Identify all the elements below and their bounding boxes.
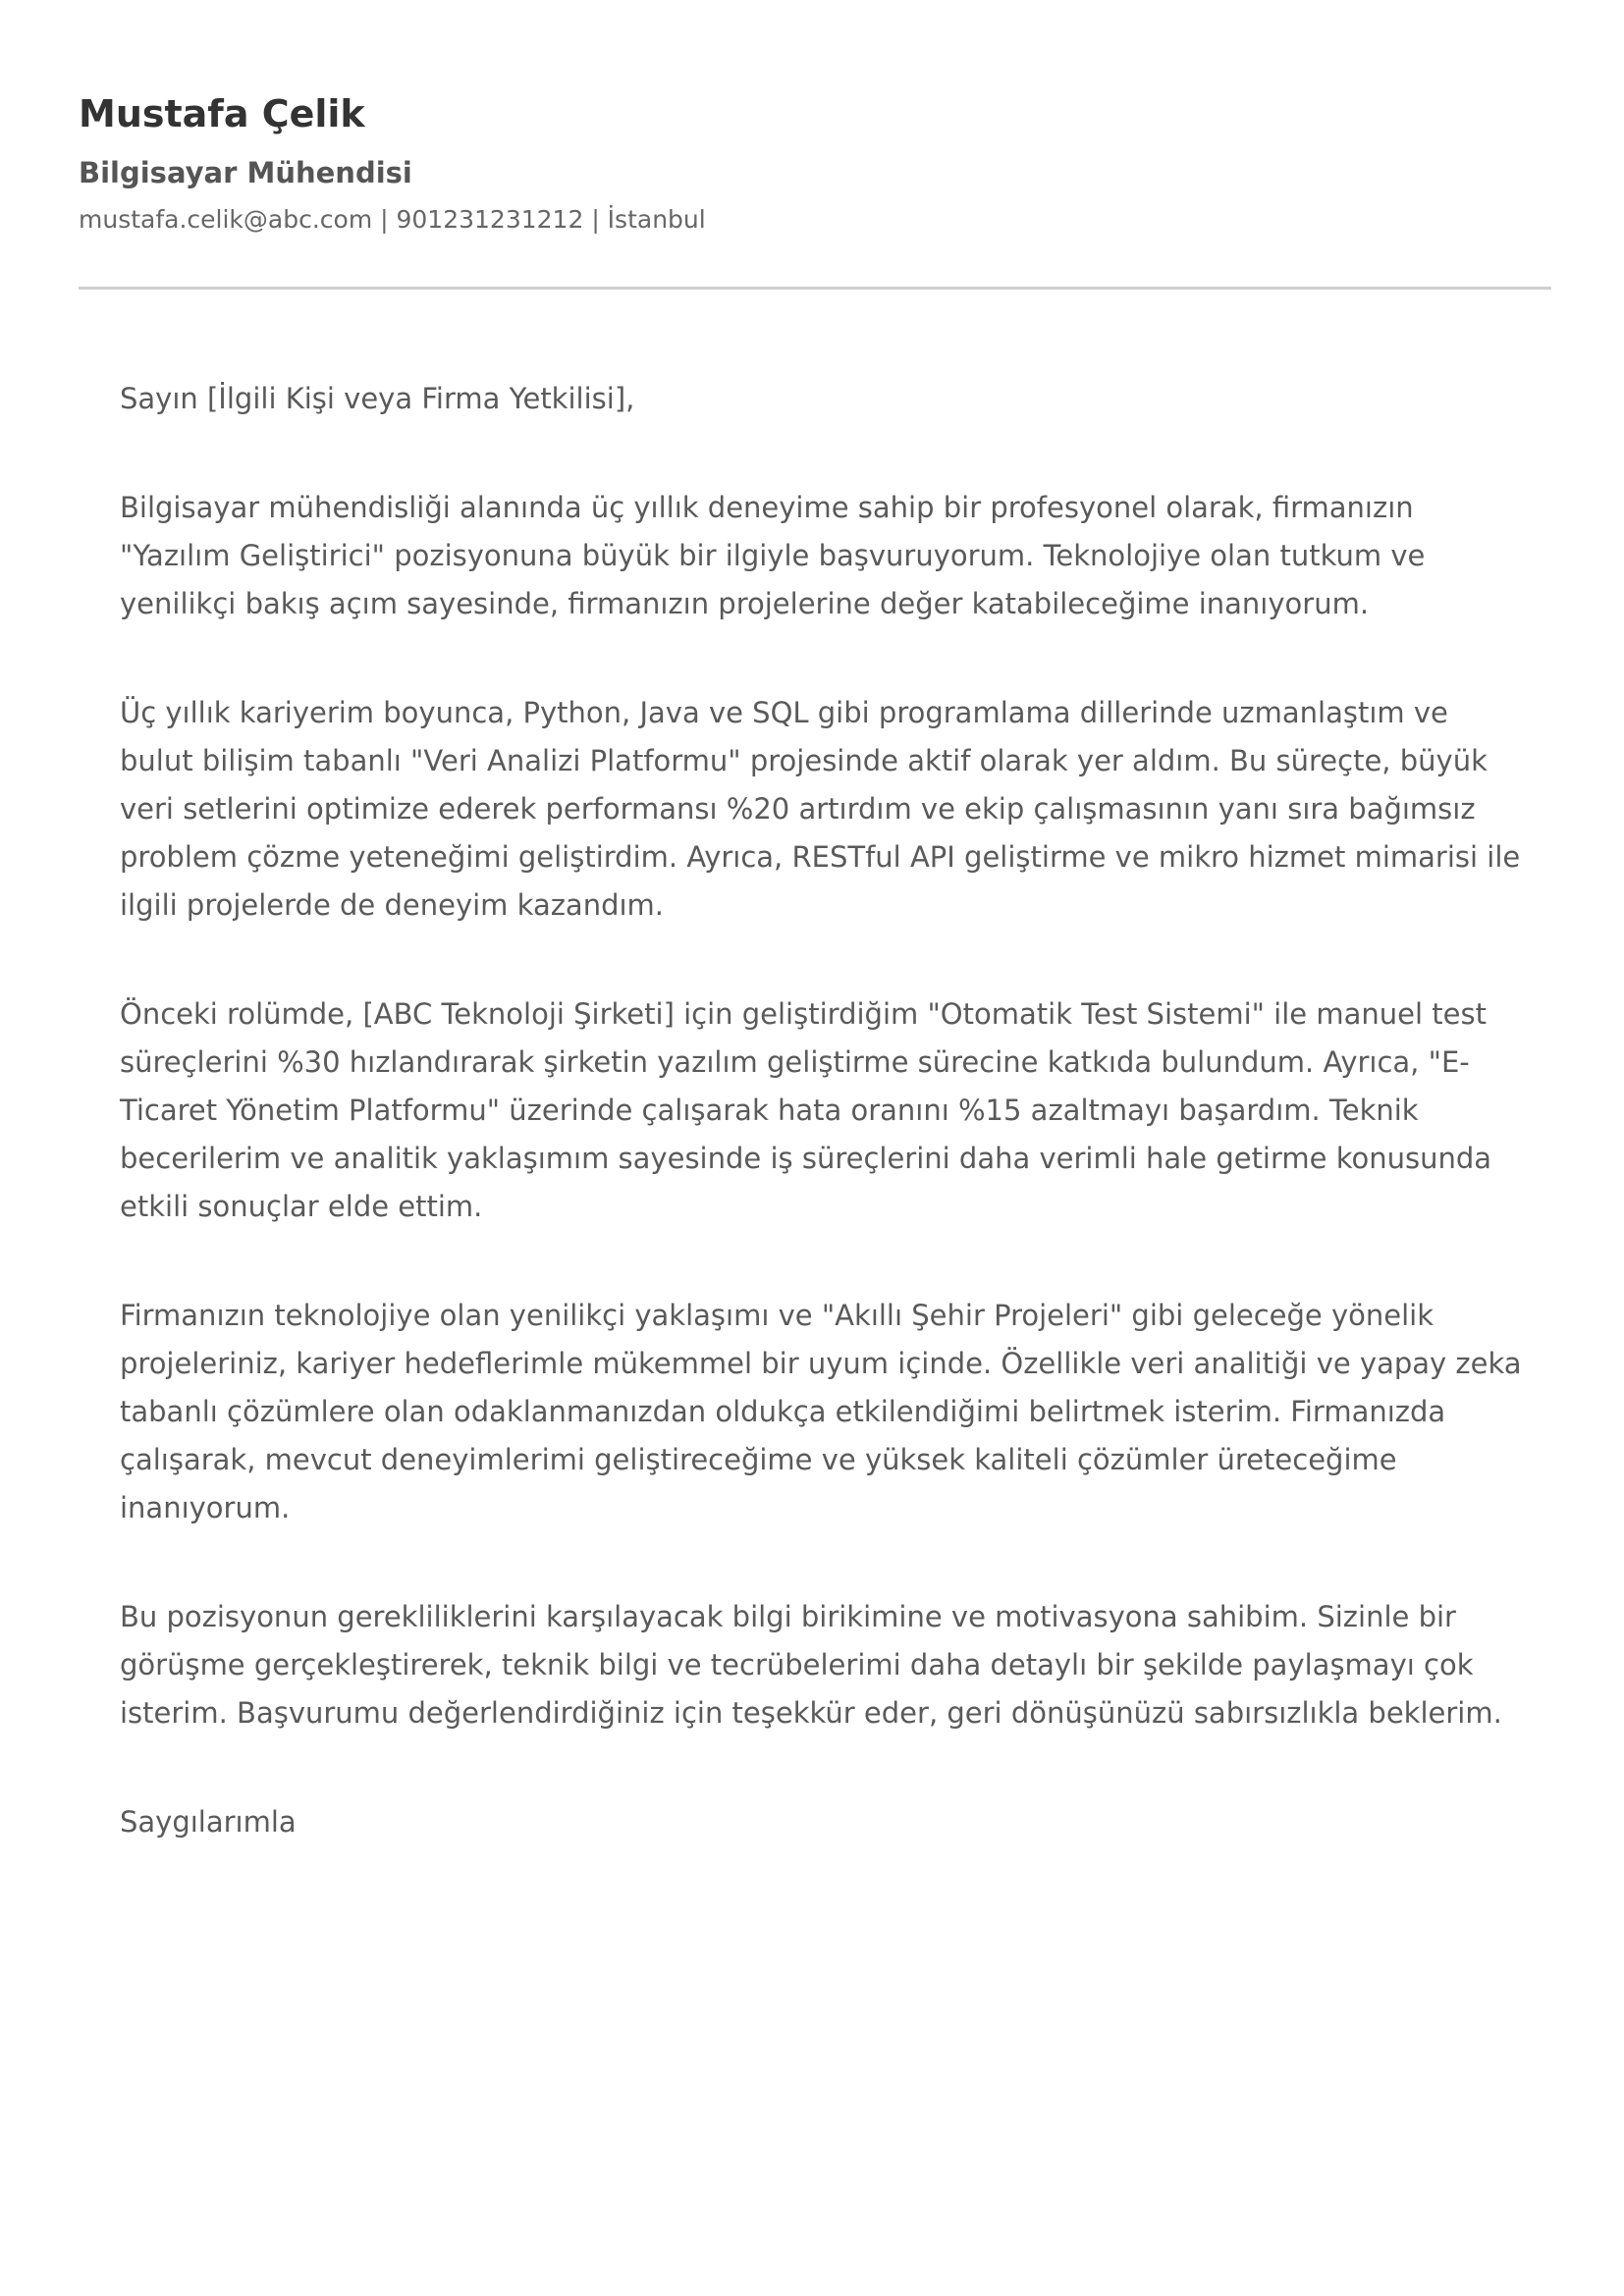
applicant-title: Bilgisayar Mühendisi: [79, 156, 412, 189]
closing: Saygılarımla: [120, 1805, 297, 1839]
contact-info: mustafa.celik@abc.com | 901231231212 | İstanbul: [79, 205, 706, 234]
letter-header: [79, 86, 1551, 238]
paragraph-experience: Üç yıllık kariyerim boyunca, Python, Java ve SQL gibi programlama dillerinde uzmanlaştım ve bulut bilişim tabanlı "Veri Analizi Platformu" projesinde aktif olarak yer aldım. Bu süreçte, büyük veri setlerini optimize ederek performansı %20 artırdım ve ekip çalışmasının yanı sıra bağımsız problem çözme yeteneğimi geliştirdim. Ayrıca, RESTful API geliştirme ve mikro hizmet mimarisi ile ilgili projelerde de deneyim kazandım.: [120, 696, 1521, 922]
salutation: Sayın [İlgili Kişi veya Firma Yetkilisi],: [120, 382, 635, 415]
applicant-name: Mustafa Çelik: [79, 92, 365, 135]
letter-body: [120, 375, 1524, 1907]
paragraph-company-fit: Firmanızın teknolojiye olan yenilikçi yaklaşımı ve "Akıllı Şehir Projeleri" gibi geleceğe yönelik projeleriniz, kariyer hedeflerimle mükemmel bir uyum içinde. Özellikle veri analitiği ve yapay zeka tabanlı çözümlere olan odaklanmanızdan oldukça etkilendiğimi belirtmek isterim. Firmanızda çalışarak, mevcut deneyimlerimi geliştireceğime ve yüksek kaliteli çözümler üreteceğime inanıyorum.: [120, 1299, 1522, 1524]
paragraph-introduction: Bilgisayar mühendisliği alanında üç yıllık deneyime sahip bir profesyonel olarak, firmanızın "Yazılım Geliştirici" pozisyonuna büyük bir ilgiyle başvuruyorum. Teknolojiye olan tutkum ve yenilikçi bakış açım sayesinde, firmanızın projelerine değer katabileceğime inanıyorum.: [120, 491, 1426, 620]
header-divider: [79, 287, 1551, 290]
paragraph-closing-request: Bu pozisyonun gerekliliklerini karşılayacak bilgi birikimine ve motivasyona sahibim. Sizinle bir görüşme gerçekleştirerek, teknik bilgi ve tecrübelerimi daha detaylı bir şekilde paylaşmayı çok isterim. Başvurumu değerlendirdiğiniz için teşekkür eder, geri dönüşünüzü sabırsızlıkla beklerim.: [120, 1600, 1502, 1730]
paragraph-previous-role: Önceki rolümde, [ABC Teknoloji Şirketi] için geliştirdiğim "Otomatik Test Sistemi" ile manuel test süreçlerini %30 hızlandırarak şirketin yazılım geliştirme sürecine katkıda bulundum. Ayrıca, "E-Ticaret Yönetim Platformu" üzerinde çalışarak hata oranını %15 azaltmayı başardım. Teknik becerilerim ve analitik yaklaşımım sayesinde iş süreçlerini daha verimli hale getirme konusunda etkili sonuçlar elde ettim.: [120, 997, 1492, 1223]
